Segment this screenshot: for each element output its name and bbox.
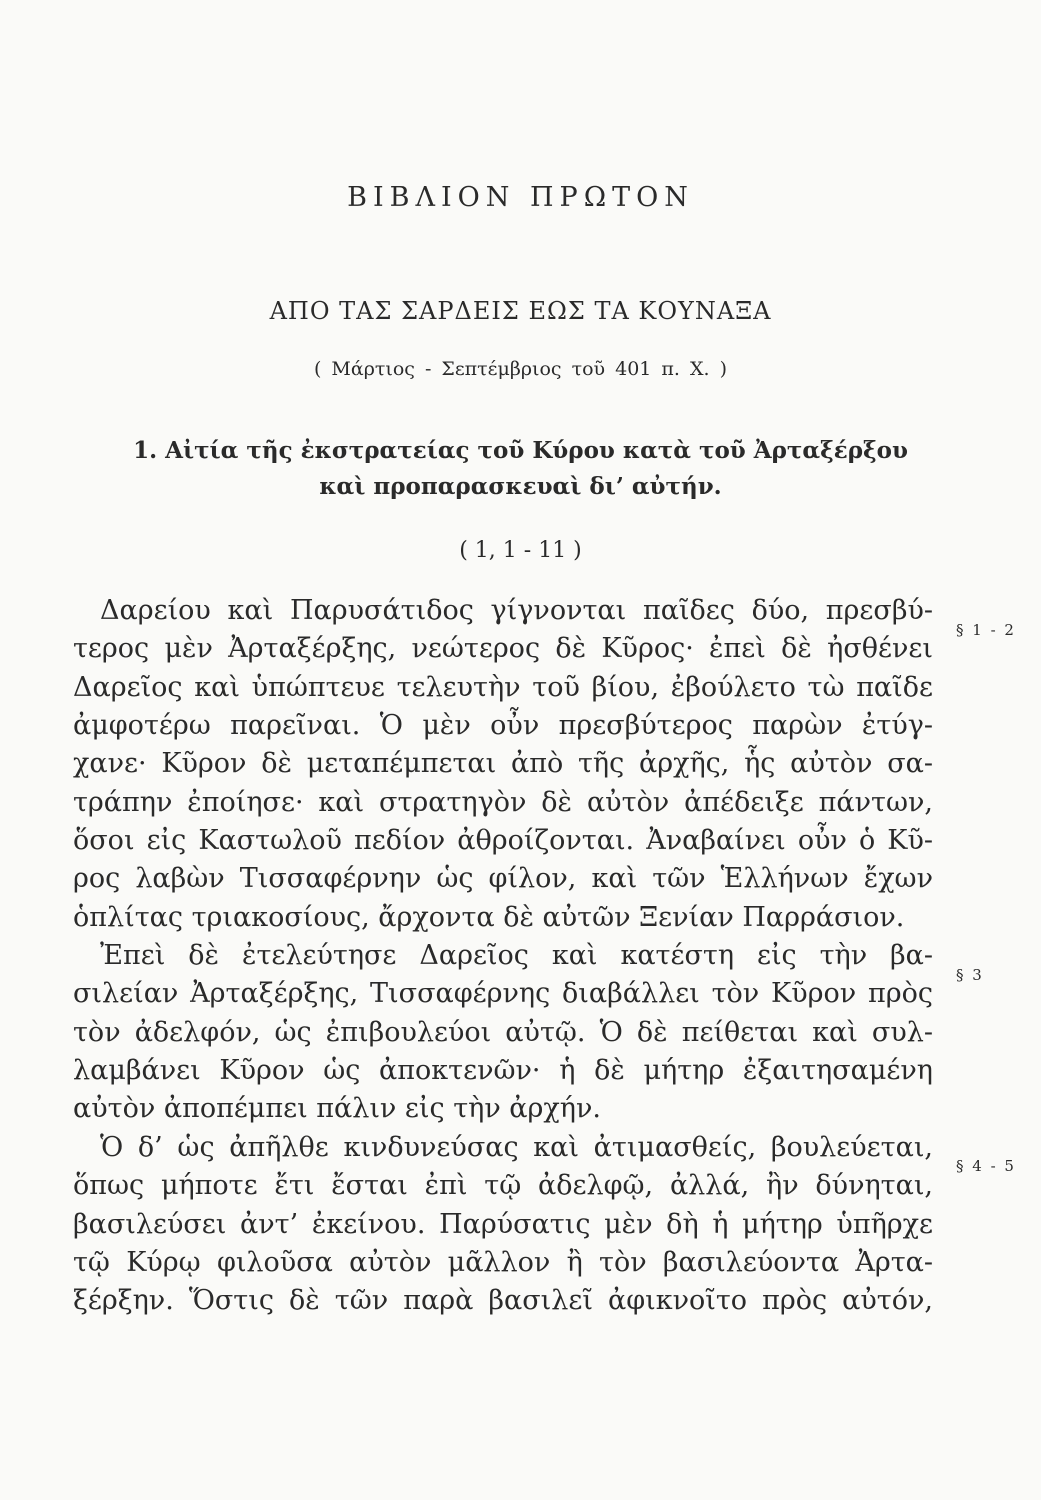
main-text <box>73 592 933 1321</box>
text-line: λαμβάνει Κῦρον ὡς ἀποκτενῶν· ἡ δὲ μήτηρ ἐξαιτησαμένη <box>73 1055 933 1087</box>
date-range: ( Μάρτιος - Σεπτέμβριος τοῦ 401 π. Χ. ) <box>313 358 728 380</box>
margin-note-section-3: § 3 <box>956 966 984 984</box>
text-line: Ἐπεὶ δὲ ἐτελεύτησε Δαρεῖος καὶ κατέστη εἰς τὴν βα- <box>100 940 933 972</box>
paragraph <box>73 937 933 1129</box>
text-line: ὅσοι εἰς Καστωλοῦ πεδίον ἀθροίζονται. Ἀναβαίνει οὖν ὁ Κῦ- <box>73 825 933 857</box>
text-line: αὐτὸν ἀποπέμπει πάλιν εἰς τὴν ἀρχήν. <box>73 1093 601 1125</box>
chapter-heading-line-1: 1. Αἰτία τῆς ἐκστρατείας τοῦ Κύρου κατὰ τοῦ Ἀρταξέρξου <box>133 437 908 464</box>
book-title: ΒΙΒΛΙΟΝ ΠΡΩΤΟΝ <box>347 182 694 213</box>
chapter-reference: ( 1, 1 - 11 ) <box>459 538 582 563</box>
text-line: ὁπλίτας τριακοσίους, ἄρχοντα δὲ αὐτῶν Ξενίαν Παρράσιον. <box>73 901 905 933</box>
text-line: τῷ Κύρῳ φιλοῦσα αὐτὸν μᾶλλον ἢ τὸν βασιλεύοντα Ἀρτα- <box>73 1246 933 1278</box>
text-line: σιλείαν Ἀρταξέρξης, Τισσαφέρνης διαβάλλει τὸν Κῦρον πρὸς <box>73 978 933 1010</box>
text-line: ὅπως μήποτε ἔτι ἔσται ἐπὶ τῷ ἀδελφῷ, ἀλλά, ἢν δύνηται, <box>73 1170 933 1202</box>
text-line: ρος λαβὼν Τισσαφέρνην ὡς φίλον, καὶ τῶν Ἑλλήνων ἔχων <box>73 863 933 895</box>
text-line: χανε· Κῦρον δὲ μεταπέμπεται ἀπὸ τῆς ἀρχῆς, ἧς αὐτὸν σα- <box>73 748 933 780</box>
text-line: Δαρείου καὶ Παρυσάτιδος γίγνονται παῖδες δύο, πρεσβύ- <box>100 595 933 626</box>
paragraph <box>73 1129 933 1321</box>
paragraph <box>73 592 933 937</box>
margin-note-section-1-2: § 1 - 2 <box>956 621 1016 639</box>
text-line: Ὁ δ’ ὡς ἀπῆλθε κινδυνεύσας καὶ ἀτιμασθείς, βουλεύεται, <box>100 1131 933 1163</box>
text-line: τερος μὲν Ἀρταξέρξης, νεώτερος δὲ Κῦρος· ἐπεὶ δὲ ἠσθένει <box>73 633 933 665</box>
text-line: τὸν ἀδελφόν, ὡς ἐπιβουλεύοι αὐτῷ. Ὁ δὲ πείθεται καὶ συλ- <box>73 1016 933 1048</box>
text-line: ἀμφοτέρω παρεῖναι. Ὁ μὲν οὖν πρεσβύτερος παρὼν ἐτύγ- <box>73 710 933 742</box>
text-line: βασιλεύσει ἀντ’ ἐκείνου. Παρύσατις μὲν δὴ ἡ μήτηρ ὑπῆρχε <box>73 1208 933 1240</box>
text-line: ξέρξην. Ὅστις δὲ τῶν παρὰ βασιλεῖ ἀφικνοῖτο πρὸς αὐτόν, <box>73 1285 933 1317</box>
chapter-heading-line-2: καὶ προπαρασκευαὶ δι’ αὐτήν. <box>319 473 722 500</box>
section-title: ΑΠΟ ΤΑΣ ΣΑΡΔΕΙΣ ΕΩΣ ΤΑ ΚΟΥΝΑΞΑ <box>269 297 772 325</box>
text-line: τράπην ἐποίησε· καὶ στρατηγὸν δὲ αὐτὸν ἀπέδειξε πάντων, <box>73 786 933 818</box>
chapter-heading <box>0 433 1041 505</box>
text-line: Δαρεῖος καὶ ὑπώπτευε τελευτὴν τοῦ βίου, ἐβούλετο τὼ παῖδε <box>73 671 933 703</box>
margin-note-section-4-5: § 4 - 5 <box>956 1157 1016 1175</box>
